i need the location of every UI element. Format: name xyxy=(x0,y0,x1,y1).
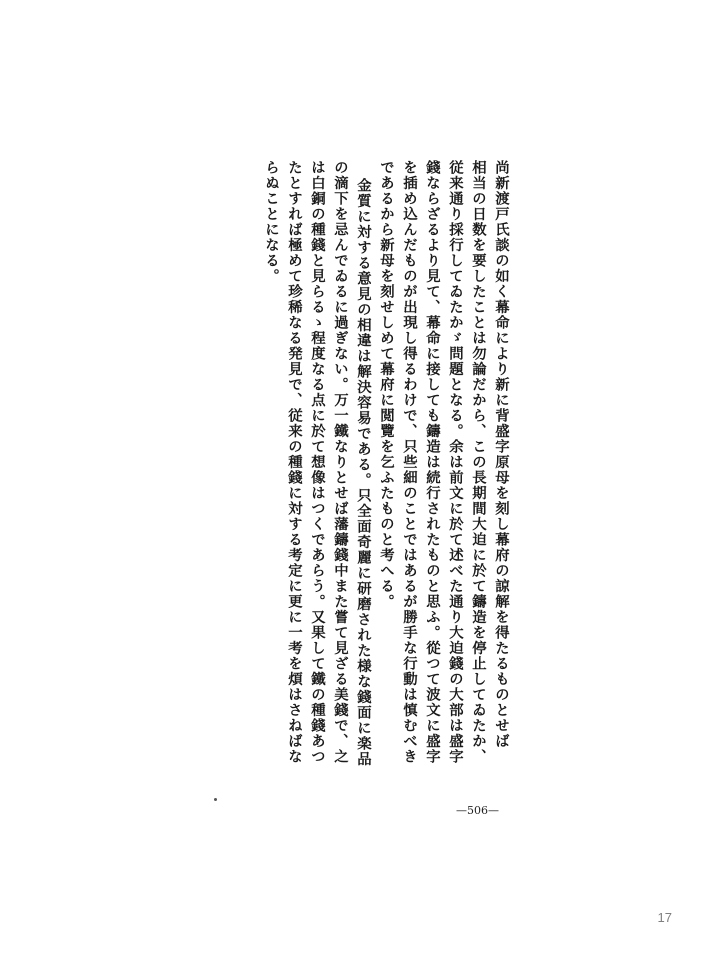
scanned-page xyxy=(196,150,508,800)
text-line: 錢ならざるより見て、幕命に接しても鑄造は続行されたものと思ふ。從つて波文に盛字 xyxy=(424,160,440,765)
text-line: たとすれば極めて珍稀なる発見で、従来の種錢に対する考定に更に一考を煩はさねばな xyxy=(286,160,302,765)
scan-speck xyxy=(214,798,217,801)
text-line: 尚新渡戸氏談の如く幕命により新に背盛字原母を刻し幕府の諒解を得たるものとせば xyxy=(493,160,509,749)
text-line: であるから新母を刻せしめて幕府に閲覽を乞ふたものと考へる。 xyxy=(378,160,394,610)
text-line: らぬことになる。 xyxy=(263,160,279,284)
text-line: を插め込んだものが出現し得るわけで、只些細のことではあるが勝手な行動は慎むべき xyxy=(401,160,417,765)
text-line: の滴下を忌んでゐるに過ぎない。万一鐵なりとせば藩鑄錢中また嘗て見ざる美錢で、之 xyxy=(332,160,348,765)
text-line: 相当の日数を要したことは勿論だから、この長期間大迫に於て鑄造を停止してゐたか、 xyxy=(470,160,486,765)
slide-number: 17 xyxy=(657,910,672,925)
text-line: 金質に対する意見の相違は解決容易である。只全面奇麗に研磨された様な錢面に楽品 xyxy=(355,178,371,767)
page-number: —506— xyxy=(456,804,499,817)
text-line: は白銅の種錢と見らるゝ程度なる点に於て想像はつくであらう。又果して鐵の種錢あつ xyxy=(309,160,325,765)
text-line: 従来通り採行してゐたかゞ問題となる。余は前文に於て述べた通り大迫錢の大部は盛字 xyxy=(447,160,463,765)
